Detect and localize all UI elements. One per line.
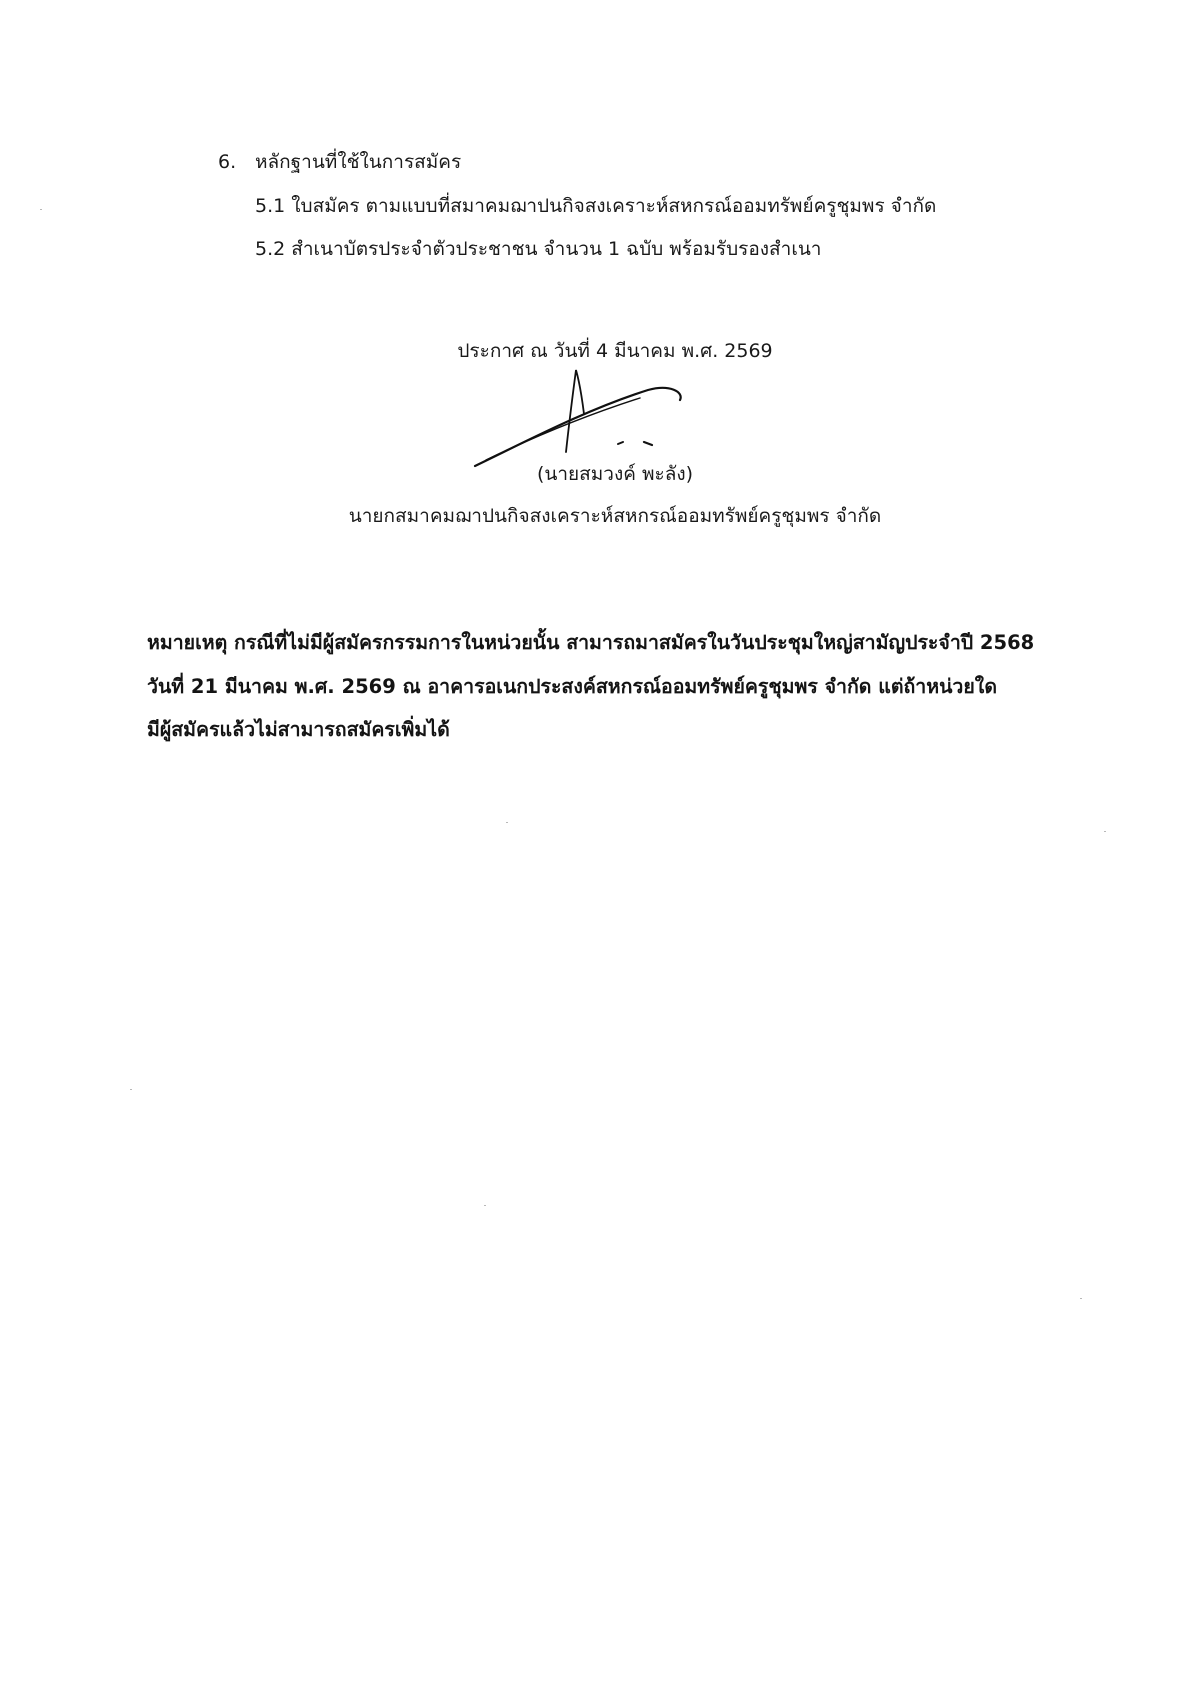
section-item-id-card-copy: 5.2 สำเนาบัตรประจำตัวประชาชน จำนวน 1 ฉบับ พร้อมรับรองสำเนา bbox=[255, 238, 822, 260]
scan-speck bbox=[484, 1205, 486, 1206]
note-line: หมายเหตุ กรณีที่ไม่มีผู้สมัครกรรมการในหน่วยนั้น สามารถมาสมัครในวันประชุมใหญ่สามัญประจำปี 2568 bbox=[147, 631, 1035, 654]
announcement-date: ประกาศ ณ วันที่ 4 มีนาคม พ.ศ. 2569 bbox=[457, 340, 773, 362]
section-number: 6. bbox=[218, 151, 237, 173]
scan-speck bbox=[1104, 831, 1106, 832]
scan-speck bbox=[506, 822, 508, 823]
scan-speck bbox=[40, 209, 42, 210]
note-line: วันที่ 21 มีนาคม พ.ศ. 2569 ณ อาคารอเนกประสงค์สหกรณ์ออมทรัพย์ครูชุมพร จำกัด แต่ถ้าหน่วยใด bbox=[147, 675, 997, 698]
signer-name: (นายสมวงค์ พะลัง) bbox=[536, 463, 694, 485]
note-line: มีผู้สมัครแล้วไม่สามารถสมัครเพิ่มได้ bbox=[147, 718, 450, 741]
signer-position: นายกสมาคมฌาปนกิจสงเคราะห์สหกรณ์ออมทรัพย์ครูชุมพร จำกัด bbox=[348, 505, 882, 527]
section-item-application-form: 5.1 ใบสมัคร ตามแบบที่สมาคมฌาปนกิจสงเคราะห์สหกรณ์ออมทรัพย์ครูชุมพร จำกัด bbox=[255, 195, 937, 217]
handwritten-signature bbox=[470, 362, 700, 472]
scan-speck bbox=[1080, 1298, 1082, 1299]
section-heading: หลักฐานที่ใช้ในการสมัคร bbox=[255, 151, 462, 173]
scan-speck bbox=[130, 1089, 132, 1090]
